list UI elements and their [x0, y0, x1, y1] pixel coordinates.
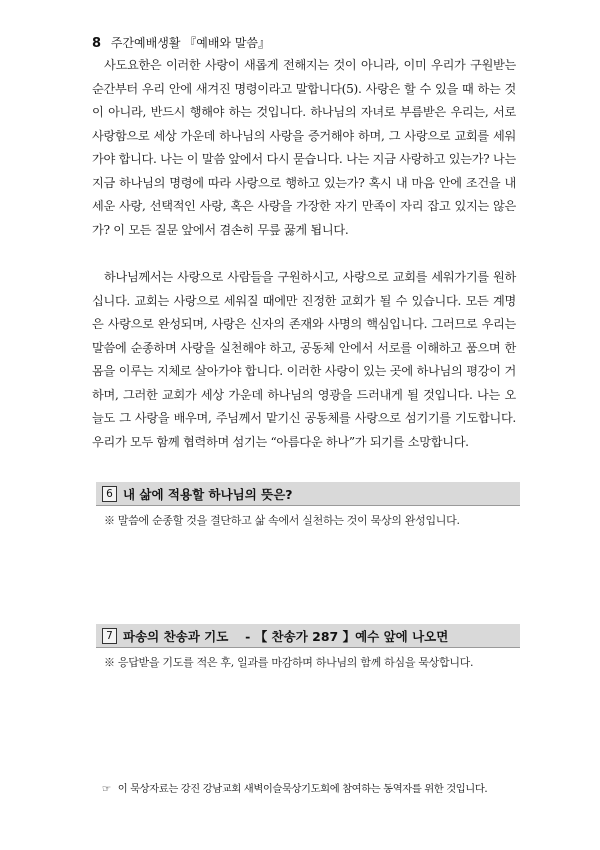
footer-text: 이 묵상자료는 강진 강남교회 새벽이슬묵상기도회에 참여하는 동역자를 위한 것입니다.	[117, 783, 488, 795]
body-paragraph-1: 사도요한은 이러한 사랑이 새롭게 전해지는 것이 아니라, 이미 우리가 구원받는 순간부터 우리 안에 새겨진 명령이라고 말합니다(5). 사랑은 할 수 있을 때 하는 것이 아니라, 반드시 행해야 하는 것입니다. 하나님의 자녀로 부름받은 우리는, 서로 사랑함으로 세상 가운데 하나님의 사랑을 증거해야 하며, 그 사랑으로 교회를 세워가야 합니다. 나는 이 말씀 앞에서 다시 묻습니다. 나는 지금 사랑하고 있는가? 나는 지금 하나님의 명령에 따라 사랑으로 행하고 있는가? 혹시 내 마음 안에 조건을 내세운 사랑, 선택적인 사랑, 혹은 사랑을 가장한 자기 만족이 자리 잡고 있지는 않은가? 이 모든 질문 앞에서 겸손히 무릎 꿇게 됩니다.	[92, 58, 516, 237]
publication-title: 주간예배생활 『예배와 말씀』	[110, 36, 271, 50]
section-6-title: 내 삶에 적용할 하나님의 뜻은?	[123, 486, 293, 502]
section-6-heading	[96, 482, 520, 506]
section-7-heading	[96, 624, 520, 648]
footer-note	[102, 780, 487, 795]
body-paragraph-2: 하나님께서는 사랑으로 사람들을 구원하시고, 사랑으로 교회를 세워가기를 원하십니다. 교회는 사랑으로 세워질 때에만 진정한 교회가 될 수 있습니다. 모든 계명은 사랑으로 완성되며, 사랑은 신자의 존재와 사명의 핵심입니다. 그러므로 우리는 말씀에 순종하며 사랑을 실천해야 하고, 공동체 안에서 서로를 이해하고 품으며 한 몸을 이루는 지체로 살아가야 합니다. 이러한 사랑이 있는 곳에 하나님의 평강이 거하며, 그러한 교회가 세상 가운데 하나님의 영광을 드러내게 될 것입니다. 나는 오늘도 그 사랑을 배우며, 주님께서 맡기신 공동체를 사랑으로 섬기기를 기도합니다. 우리가 모두 함께 협력하며 섬기는 “아름다운 하나”가 되기를 소망합니다.	[92, 270, 516, 449]
page-number: 8	[92, 36, 102, 51]
section-7-title: 파송의 찬송과 기도 - 【 찬송가 287 】예수 앞에 나오면	[123, 628, 449, 644]
pointing-hand-icon: ☞	[102, 783, 111, 795]
section-6-number: 6	[102, 486, 117, 502]
section-7-note: ※ 응답받을 기도를 적은 후, 일과를 마감하며 하나님의 함께 하심을 묵상합니다.	[104, 656, 474, 669]
section-7-number: 7	[102, 628, 117, 644]
page-header	[92, 34, 270, 51]
section-6-note: ※ 말씀에 순종할 것을 결단하고 삶 속에서 실천하는 것이 묵상의 완성입니다.	[104, 514, 460, 527]
